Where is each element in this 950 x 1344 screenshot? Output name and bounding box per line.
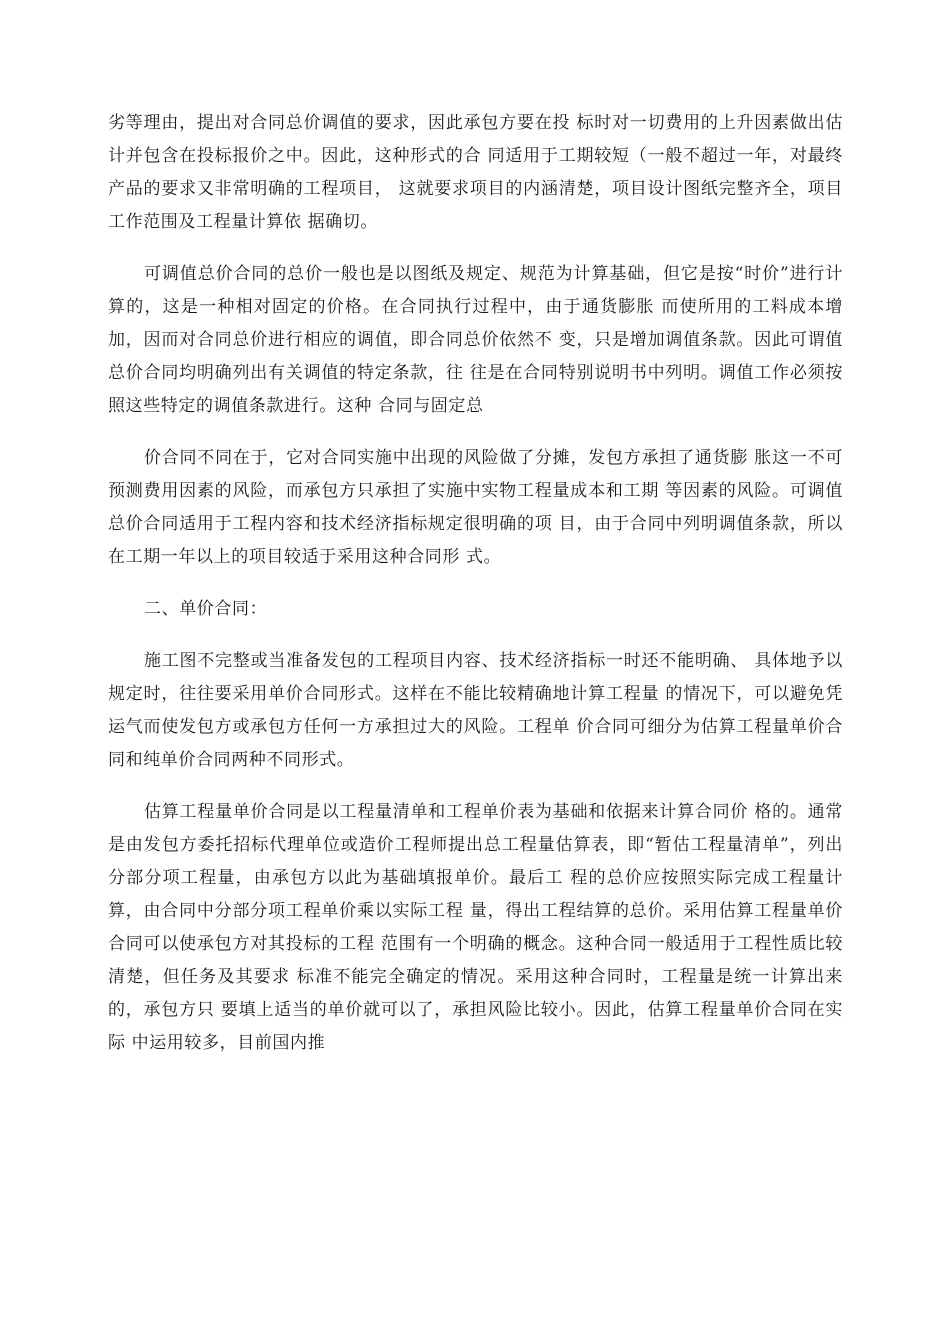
section-heading-unit-price-contract: 二、单价合同： bbox=[144, 599, 268, 619]
paragraph-6: 估算工程量单价合同是以工程量清单和工程单价表为基础和依据来计算合同价 格的。通常是由发包方委托招标代理单位或造价工程师提出总工程量估算表，即“暂估工程量清单”，列出分部分项工程量，由承包方以此为基础填报单价。最后工 程的总价应按照实际完成工程量计算，由合同中分部分项工程单价乘以实际工程 量，得出工程结算的总价。采用估算工程量单价合同可以使承包方对其投标的工程 范围有一个明确的概念。这种合同一般适用于工程性质比较清楚，但任务及其要求 标准不能完全确定的情况。采用这种合同时，工程量是统一计算出来的，承包方只 要填上适当的单价就可以了，承担风险比较小。因此，估算工程量单价合同在实际 中运用较多，目前国内推 bbox=[108, 802, 843, 1053]
paragraph-3: 价合同不同在于，它对合同实施中出现的风险做了分摊，发包方承担了通货膨 胀这一不可预测费用因素的风险，而承包方只承担了实施中实物工程量成本和工期 等因素的风险。可调值总价合同适用于工程内容和技术经济指标规定很明确的项 目，由于合同中列明调值条款，所以在工期一年以上的项目较适于采用这种合同形 式。 bbox=[108, 448, 843, 567]
paragraph-5: 施工图不完整或当准备发包的工程项目内容、技术经济指标一时还不能明确、 具体地予以规定时，往往要采用单价合同形式。这样在不能比较精确地计算工程量 的情况下，可以避免凭运气而使发包方或承包方任何一方承担过大的风险。工程单 价合同可细分为估算工程量单价合同和纯单价合同两种不同形式。 bbox=[108, 651, 843, 770]
paragraph-2: 可调值总价合同的总价一般也是以图纸及规定、规范为计算基础，但它是按“时价”进行计算的，这是一种相对固定的价格。在合同执行过程中，由于通货膨胀 而使所用的工料成本增加，因而对合同总价进行相应的调值，即合同总价依然不 变，只是增加调值条款。因此可谓值总价合同均明确列出有关调值的特定条款，往 往是在合同特别说明书中列明。调值工作必须按照这些特定的调值条款进行。这种 合同与固定总 bbox=[108, 264, 843, 416]
paragraph-1: 劣等理由，提出对合同总价调值的要求，因此承包方要在投 标时对一切费用的上升因素做出估计并包含在投标报价之中。因此，这种形式的合 同适用于工期较短（一般不超过一年，对最终产品的要求又非常明确的工程项目， 这就要求项目的内涵清楚，项目设计图纸完整齐全，项目工作范围及工程量计算依 据确切。 bbox=[108, 113, 843, 232]
document-body bbox=[108, 107, 843, 1079]
